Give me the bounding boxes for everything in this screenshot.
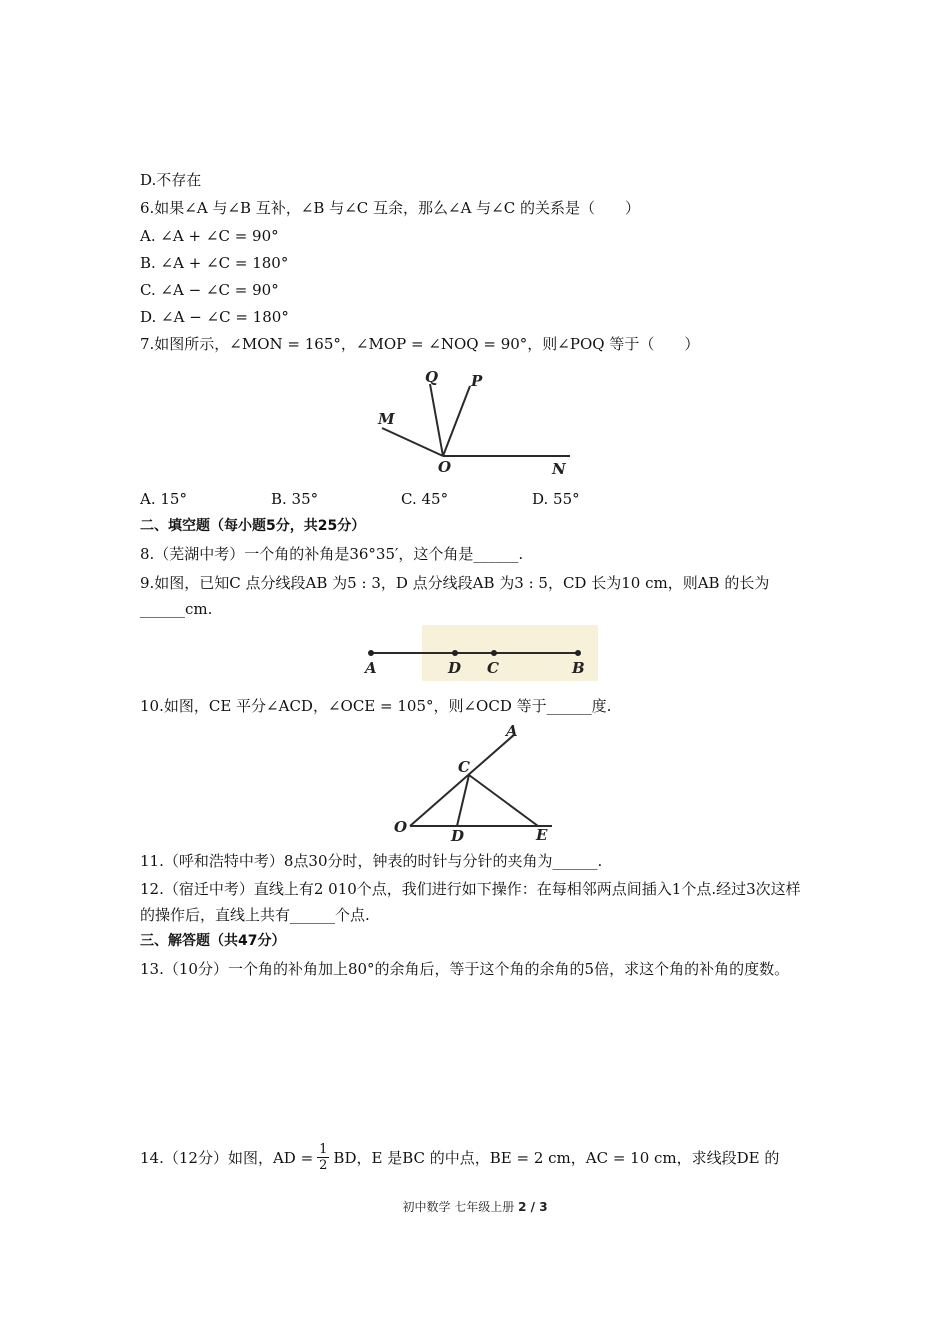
question-9: 9.如图，已知C 点分线段AB 为5 : 3，D 点分线段AB 为3 : 5，CD 长为10 cm，则AB 的长为______cm.	[140, 574, 770, 618]
point-d	[452, 650, 458, 656]
question-7-option-d: D. 55°	[532, 490, 580, 508]
label-o: O	[438, 458, 452, 476]
question-7: 7.如图所示，∠MON = 165°，∠MOP = ∠NOQ = 90°，则∠POQ 等于（ ）	[140, 335, 700, 353]
question-14	[140, 1142, 779, 1173]
option-d-prev: D.不存在	[140, 171, 202, 189]
section-3-heading: 三、解答题（共47分）	[140, 933, 286, 949]
label-c: C	[487, 659, 499, 677]
question-6-option-a: A. ∠A + ∠C = 90°	[140, 227, 279, 245]
question-14-prefix: 14.（12分）如图，AD =	[140, 1148, 314, 1167]
label-d: D	[448, 659, 462, 677]
label-p: P	[471, 372, 483, 390]
label-n: N	[552, 460, 566, 478]
fraction-numerator: 1	[319, 1142, 328, 1157]
point-b	[575, 650, 581, 656]
question-13: 13.（10分）一个角的补角加上80°的余角后，等于这个角的余角的5倍，求这个角的补角的度数。	[140, 960, 790, 978]
label-e: E	[536, 826, 548, 844]
label-b: B	[572, 659, 585, 677]
point-c	[491, 650, 497, 656]
question-14-suffix: BD，E 是BC 的中点，BE = 2 cm，AC = 10 cm，求线段DE 的	[333, 1148, 780, 1167]
label-c: C	[458, 758, 470, 776]
question-7-option-c: C. 45°	[401, 490, 449, 508]
fraction-denominator: 2	[319, 1158, 328, 1173]
label-a: A	[506, 722, 518, 740]
segment-ce	[469, 775, 538, 826]
question-8: 8.（芜湖中考）一个角的补角是36°35′，这个角是______.	[140, 545, 524, 563]
figure-10	[390, 722, 560, 844]
question-6: 6.如果∠A 与∠B 互补，∠B 与∠C 互余，那么∠A 与∠C 的关系是（ ）	[140, 199, 640, 217]
question-6-option-d: D. ∠A − ∠C = 180°	[140, 308, 289, 326]
point-a	[368, 650, 374, 656]
label-o: O	[394, 818, 408, 836]
page-number: 2 / 3	[518, 1200, 548, 1214]
question-6-option-b: B. ∠A + ∠C = 180°	[140, 254, 289, 272]
fraction-one-half	[317, 1142, 329, 1173]
ray-oa	[410, 734, 515, 826]
figure-7	[370, 362, 580, 480]
question-12: 12.（宿迁中考）直线上有2 010个点，我们进行如下操作：在每相邻两点间插入1个点.经过3次这样的操作后，直线上共有______个点.	[140, 880, 801, 924]
page-footer	[0, 1198, 950, 1215]
label-d: D	[451, 827, 465, 844]
question-10: 10.如图，CE 平分∠ACD，∠OCE = 105°，则∠OCD 等于______度.	[140, 697, 612, 715]
label-q: Q	[425, 368, 439, 386]
section-2-heading: 二、填空题（每小题5分，共25分）	[140, 518, 366, 534]
ray-op	[443, 386, 470, 456]
ray-oq	[430, 384, 443, 456]
question-6-option-c: C. ∠A − ∠C = 90°	[140, 281, 279, 299]
label-a: A	[365, 659, 377, 677]
ray-om	[382, 428, 443, 456]
footer-course: 初中数学 七年级上册	[402, 1200, 515, 1214]
question-7-option-a: A. 15°	[140, 490, 187, 508]
label-m: M	[378, 410, 395, 428]
question-11: 11.（呼和浩特中考）8点30分时，钟表的时针与分针的夹角为______.	[140, 852, 603, 870]
figure-9	[360, 625, 600, 681]
question-7-option-b: B. 35°	[271, 490, 319, 508]
